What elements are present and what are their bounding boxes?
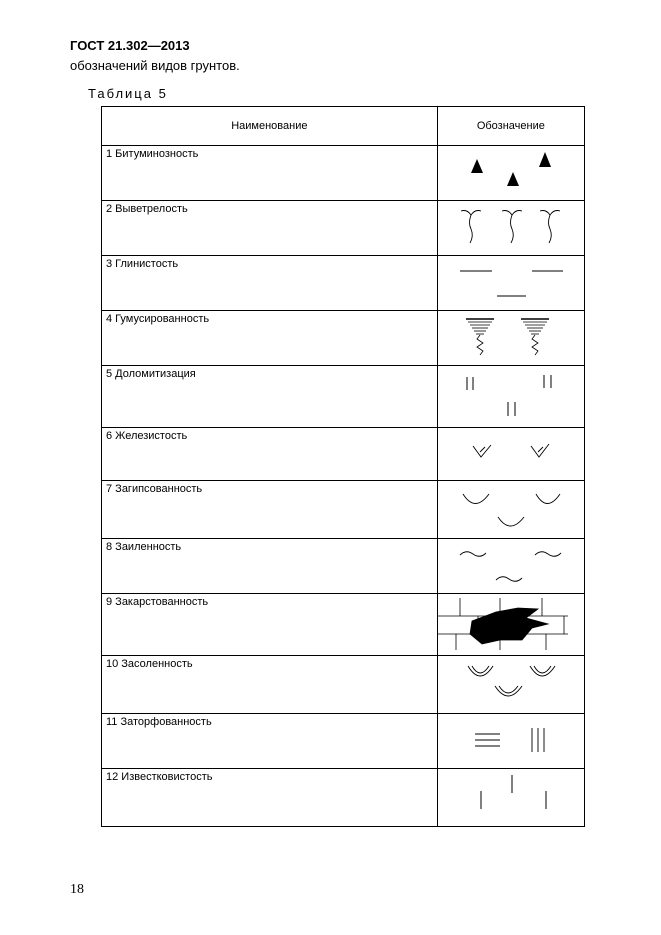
row-name: 10 Засоленность [102,656,438,714]
header-symbol: Обозначение [437,107,584,146]
row-name: 8 Заиленность [102,539,438,594]
table-row [102,539,585,594]
u-arcs-icon [438,481,585,538]
row-name: 1 Битуминозность [102,146,438,201]
document-header: ГОСТ 21.302—2013 [70,38,190,53]
continuation-text: обозначений видов грунтов. [70,58,240,73]
table-row [102,714,585,769]
tilde-waves-icon [438,539,585,593]
table-row [102,481,585,539]
v-checkmark-icon [438,428,585,480]
table-caption: Таблица 5 [88,86,168,101]
header-name: Наименование [102,107,438,146]
page-number: 18 [70,882,84,897]
table-row [102,256,585,311]
table-row [102,311,585,366]
row-name: 3 Глинистость [102,256,438,311]
row-name: 2 Выветрелость [102,201,438,256]
row-name: 11 Заторфованность [102,714,438,769]
vertical-ticks-icon [438,769,585,826]
table-row [102,594,585,656]
table-row [102,428,585,481]
double-vertical-bars-icon [438,366,585,427]
peat-lines-icon [438,714,585,768]
horizontal-dashes-icon [438,256,585,310]
table-header-row [102,107,585,146]
table-row [102,146,585,201]
soil-designations-table [101,106,585,827]
row-name: 12 Известковистость [102,769,438,827]
table-row [102,366,585,428]
row-name: 7 Загипсованность [102,481,438,539]
black-triangles-icon [438,146,585,200]
table-row [102,769,585,827]
row-name: 4 Гумусированность [102,311,438,366]
double-arcs-icon [438,656,585,713]
row-name: 6 Железистость [102,428,438,481]
karst-blot-icon [438,594,585,655]
weathering-strokes-icon [438,201,585,255]
table-row [102,656,585,714]
humus-funnel-icon [438,311,585,365]
table-row [102,201,585,256]
row-name: 5 Доломитизация [102,366,438,428]
row-name: 9 Закарстованность [102,594,438,656]
